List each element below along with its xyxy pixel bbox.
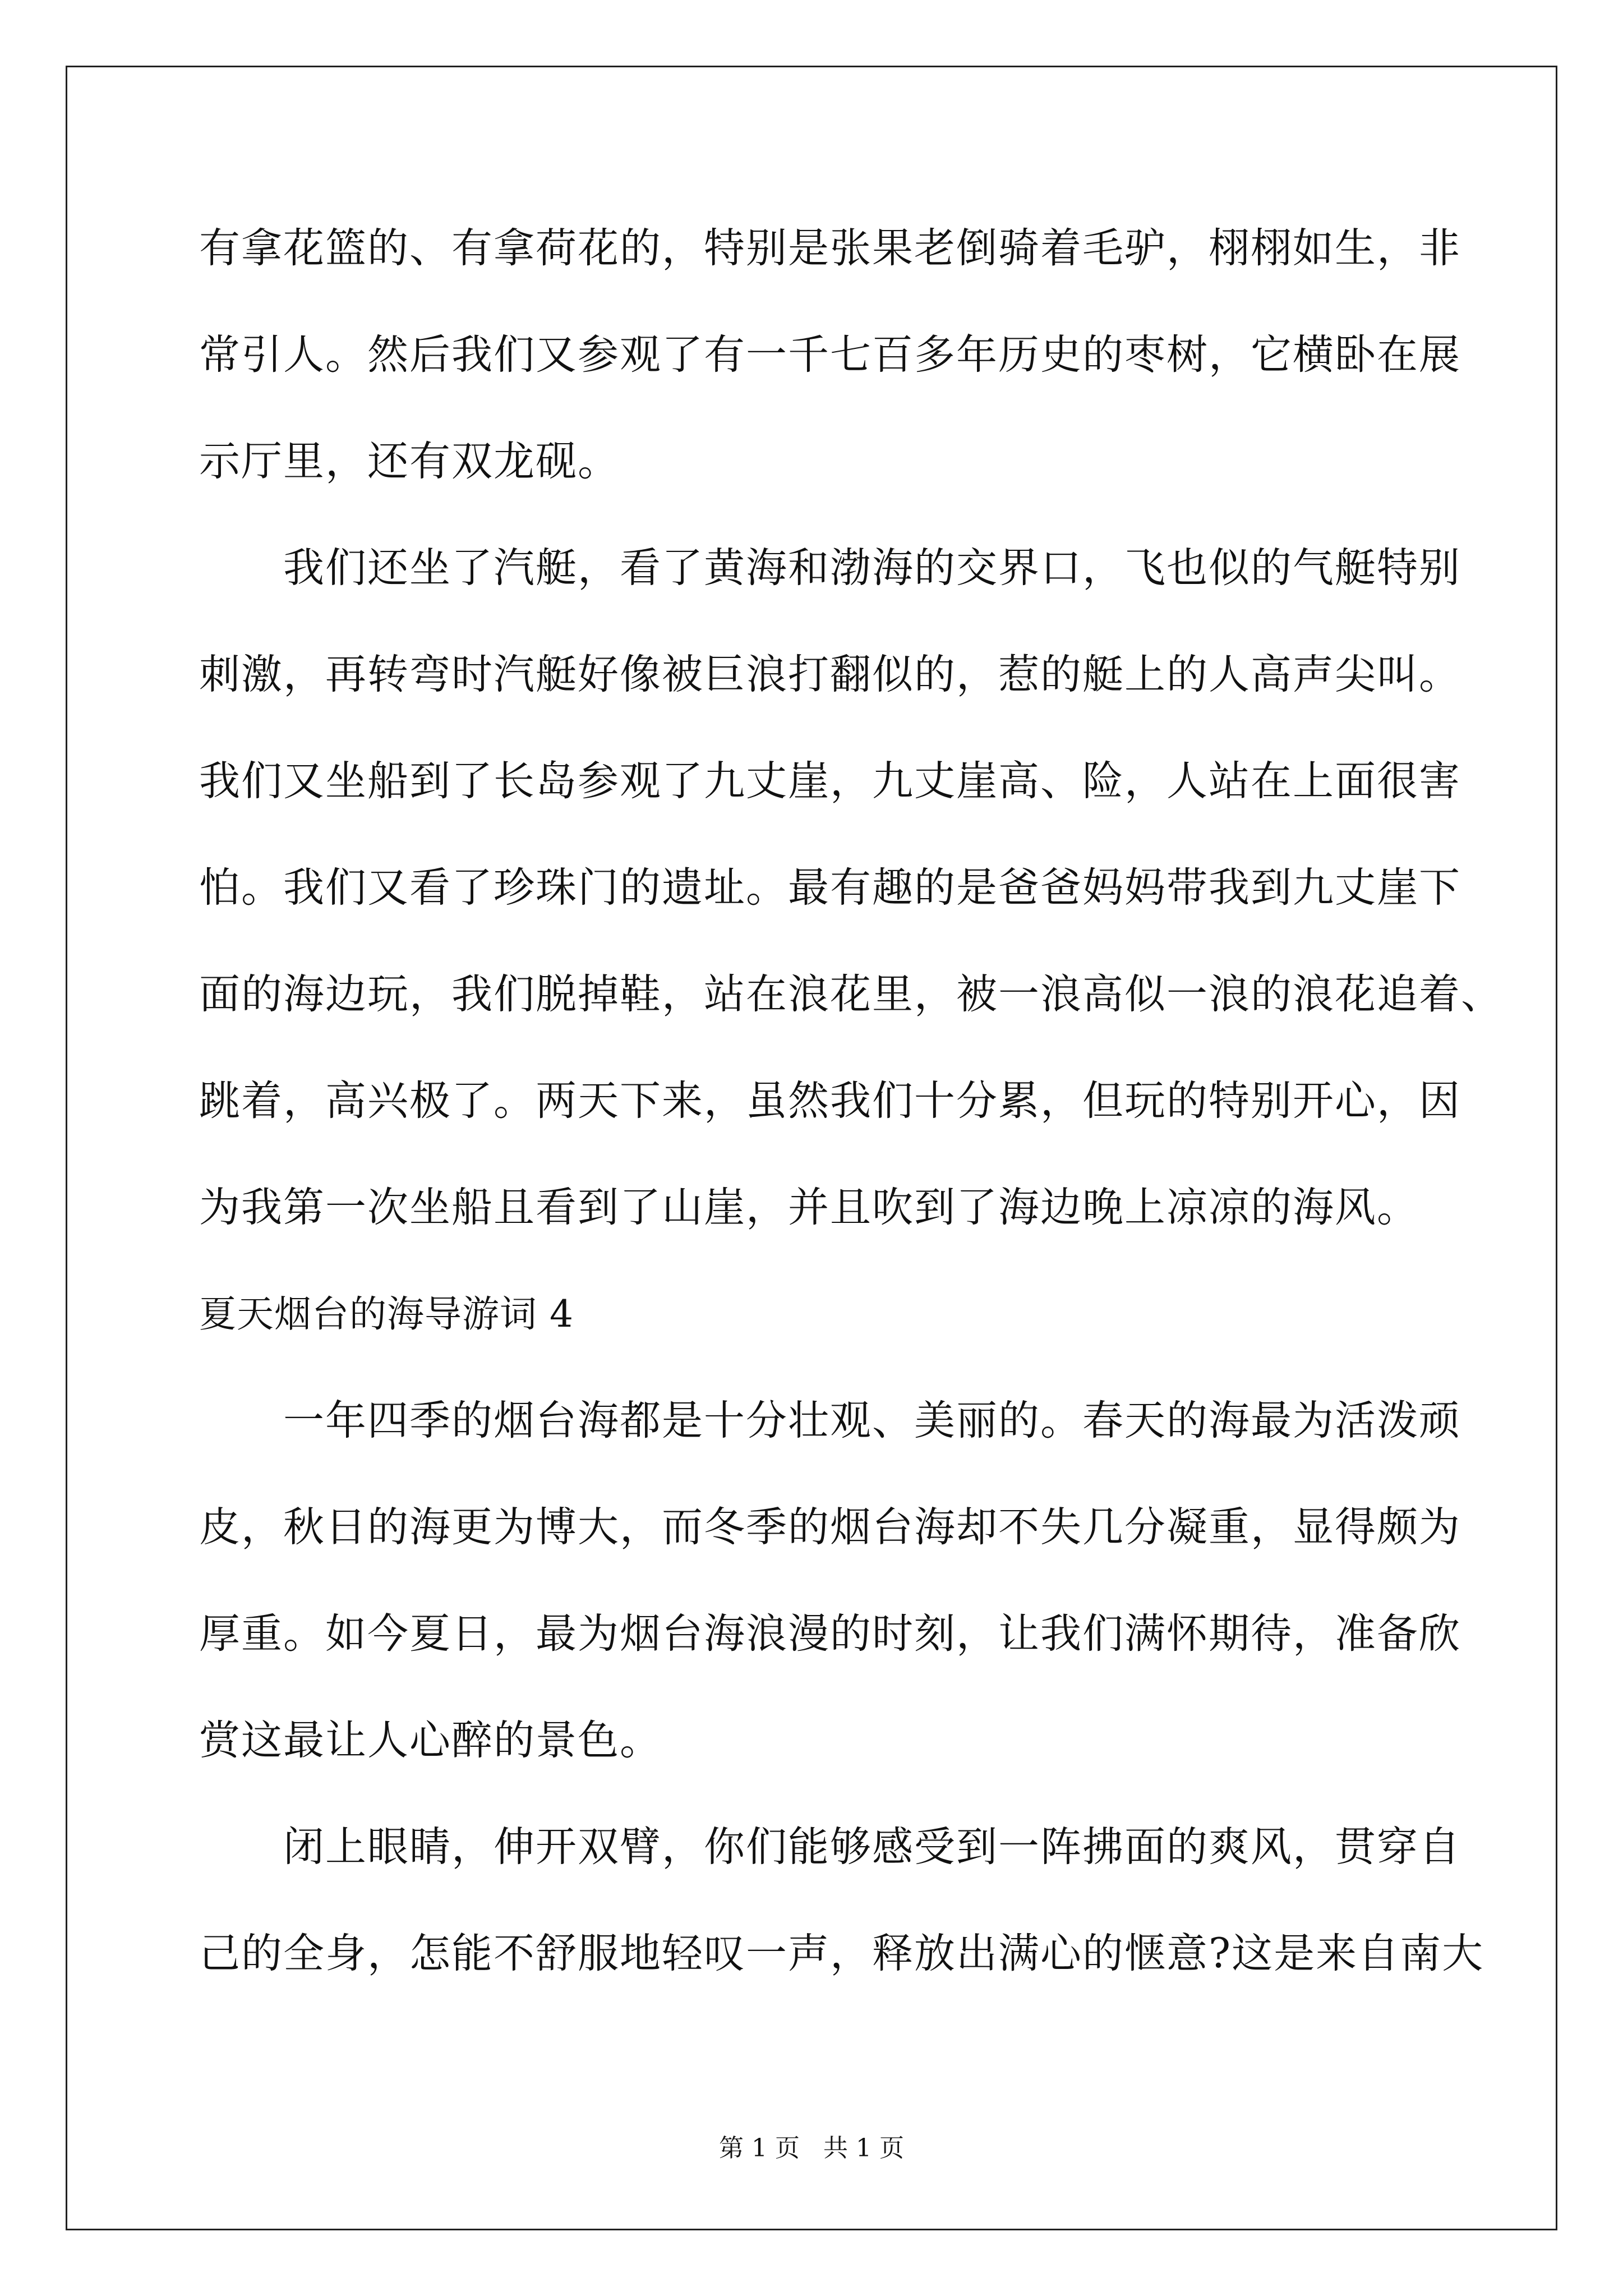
section-heading: 夏天烟台的海导游词 4 [199,1292,574,1336]
paragraph-4-line-2: 己的全身，怎能不舒服地轻叹一声，释放出满心的惬意?这是来自南大 [199,1930,1484,1977]
paragraph-3-line-3: 厚重。如今夏日，最为烟台海浪漫的时刻，让我们满怀期待，准备欣 [199,1610,1461,1658]
page-border [66,66,1557,2230]
paragraph-2-line-6: 跳着，高兴极了。两天下来，虽然我们十分累，但玩的特别开心，因 [199,1077,1461,1125]
paragraph-1-line-3: 示厅里，还有双龙砚。 [199,438,620,485]
paragraph-4-line-1: 闭上眼睛，伸开双臂，你们能够感受到一阵拂面的爽风，贯穿自 [283,1823,1461,1871]
paragraph-2-line-1: 我们还坐了汽艇，看了黄海和渤海的交界口，飞也似的气艇特别 [283,544,1461,592]
paragraph-2-line-2: 刺激，再转弯时汽艇好像被巨浪打翻似的，惹的艇上的人高声尖叫。 [199,651,1461,698]
paragraph-1-line-1: 有拿花篮的、有拿荷花的，特别是张果老倒骑着毛驴，栩栩如生，非 [199,224,1461,272]
paragraph-2-line-7: 为我第一次坐船且看到了山崖，并且吹到了海边晚上凉凉的海风。 [199,1184,1419,1231]
paragraph-3-line-1: 一年四季的烟台海都是十分壮观、美丽的。春天的海最为活泼顽 [283,1397,1461,1444]
paragraph-3-line-2: 皮，秋日的海更为博大，而冬季的烟台海却不失几分凝重，显得颇为 [199,1503,1461,1551]
paragraph-1-line-2: 常引人。然后我们又参观了有一千七百多年历史的枣树，它横卧在展 [199,331,1461,379]
page-footer: 第 1 页 共 1 页 [719,2134,904,2162]
paragraph-2-line-5: 面的海边玩，我们脱掉鞋，站在浪花里，被一浪高似一浪的浪花追着、 [199,970,1503,1018]
paragraph-2-line-3: 我们又坐船到了长岛参观了九丈崖，九丈崖高、险，人站在上面很害 [199,757,1461,805]
paragraph-3-line-4: 赏这最让人心醉的景色。 [199,1717,662,1764]
paragraph-2-line-4: 怕。我们又看了珍珠门的遗址。最有趣的是爸爸妈妈带我到九丈崖下 [199,864,1461,912]
